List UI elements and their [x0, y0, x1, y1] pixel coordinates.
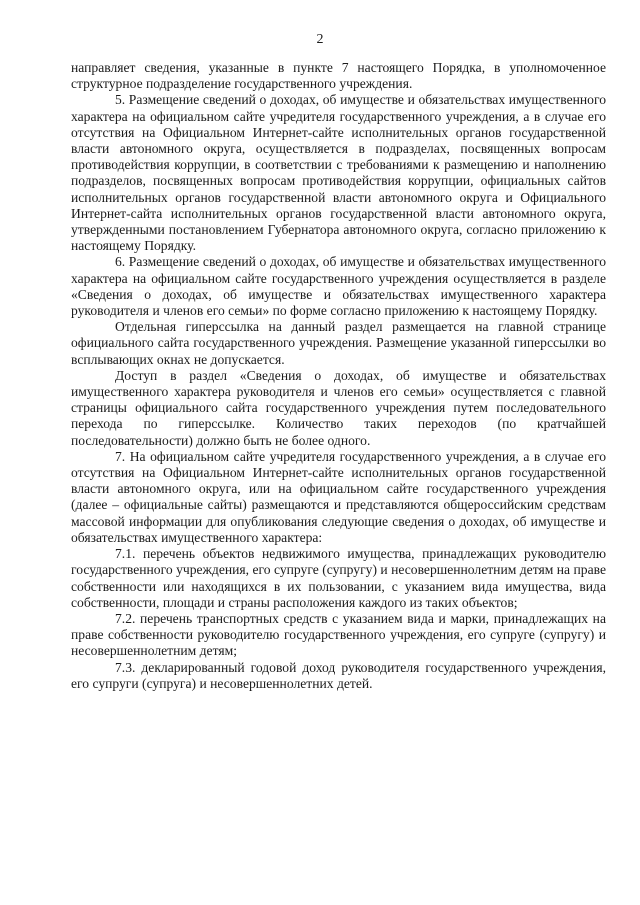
paragraph-item-7-2: 7.2. перечень транспортных средств с указанием вида и марки, принадлежащих на праве собственности руководителю государственного учреждения, его супруге (супругу) и несовершеннолетним детям; [71, 610, 606, 659]
paragraph-item-7-3: 7.3. декларированный годовой доход руководителя государственного учреждения, его супруги (супруга) и несовершеннолетних детей. [71, 659, 606, 691]
paragraph-access-note: Доступ в раздел «Сведения о доходах, об имуществе и обязательствах имущественного характера руководителя и членов его семьи» осуществляется с главной страницы официального сайта государственного учреждения путем последовательного перехода по гиперссылке. Количество таких переходов (по кратчайшей последовательности) должно быть не более одного. [71, 367, 606, 448]
paragraph-hyperlink-note: Отдельная гиперссылка на данный раздел размещается на главной странице официального сайта государственного учреждения. Размещение указанной гиперссылки во всплывающих окнах не допускается. [71, 319, 606, 367]
paragraph-item-6: 6. Размещение сведений о доходах, об имуществе и обязательствах имущественного характера на официальном сайте государственного учреждения осуществляется в разделе «Сведения о доходах, об имуществе и обязательствах имущественного характера руководителя и членов его семьи» по форме согласно приложению к настоящему Порядку. [71, 254, 606, 319]
document-body [71, 60, 606, 692]
paragraph-continuation: направляет сведения, указанные в пункте 7 настоящего Порядка, в уполномоченное структурное подразделение государственного учреждения. [71, 60, 606, 92]
paragraph-item-5: 5. Размещение сведений о доходах, об имуществе и обязательствах имущественного характера на официальном сайте учредителя государственного учреждения, а в случае его отсутствия на Официальном Интернет-сайте исполнительных органов государственной власти автономного округа, осуществляется в подразделах, посвященных вопросам противодействия коррупции, в соответствии с требованиями к размещению и наполнению подразделов, посвященных вопросам противодействия коррупции, официальных сайтов исполнительных органов государственной власти автономного округа и Официального Интернет-сайта исполнительных органов государственной власти автономного округа, утвержденными постановлением Губернатора автономного округа, согласно приложению к настоящему Порядку. [71, 92, 606, 254]
paragraph-item-7-1: 7.1. перечень объектов недвижимого имущества, принадлежащих руководителю государственного учреждения, его супруге (супругу) и несовершеннолетним детям на праве собственности или находящихся в их пользовании, с указанием вида имущества, вида собственности, площади и страны расположения каждого из таких объектов; [71, 546, 606, 610]
page-number: 2 [316, 32, 324, 47]
paragraph-item-7: 7. На официальном сайте учредителя государственного учреждения, а в случае его отсутствия на Официальном Интернет-сайте исполнительных органов государственной власти автономного округа, или на официальном сайте государственного учреждения (далее – официальные сайты) размещаются и представляются общероссийским средствам массовой информации для опубликования следующие сведения о доходах, об имуществе и обязательствах имущественного характера: [71, 448, 606, 545]
